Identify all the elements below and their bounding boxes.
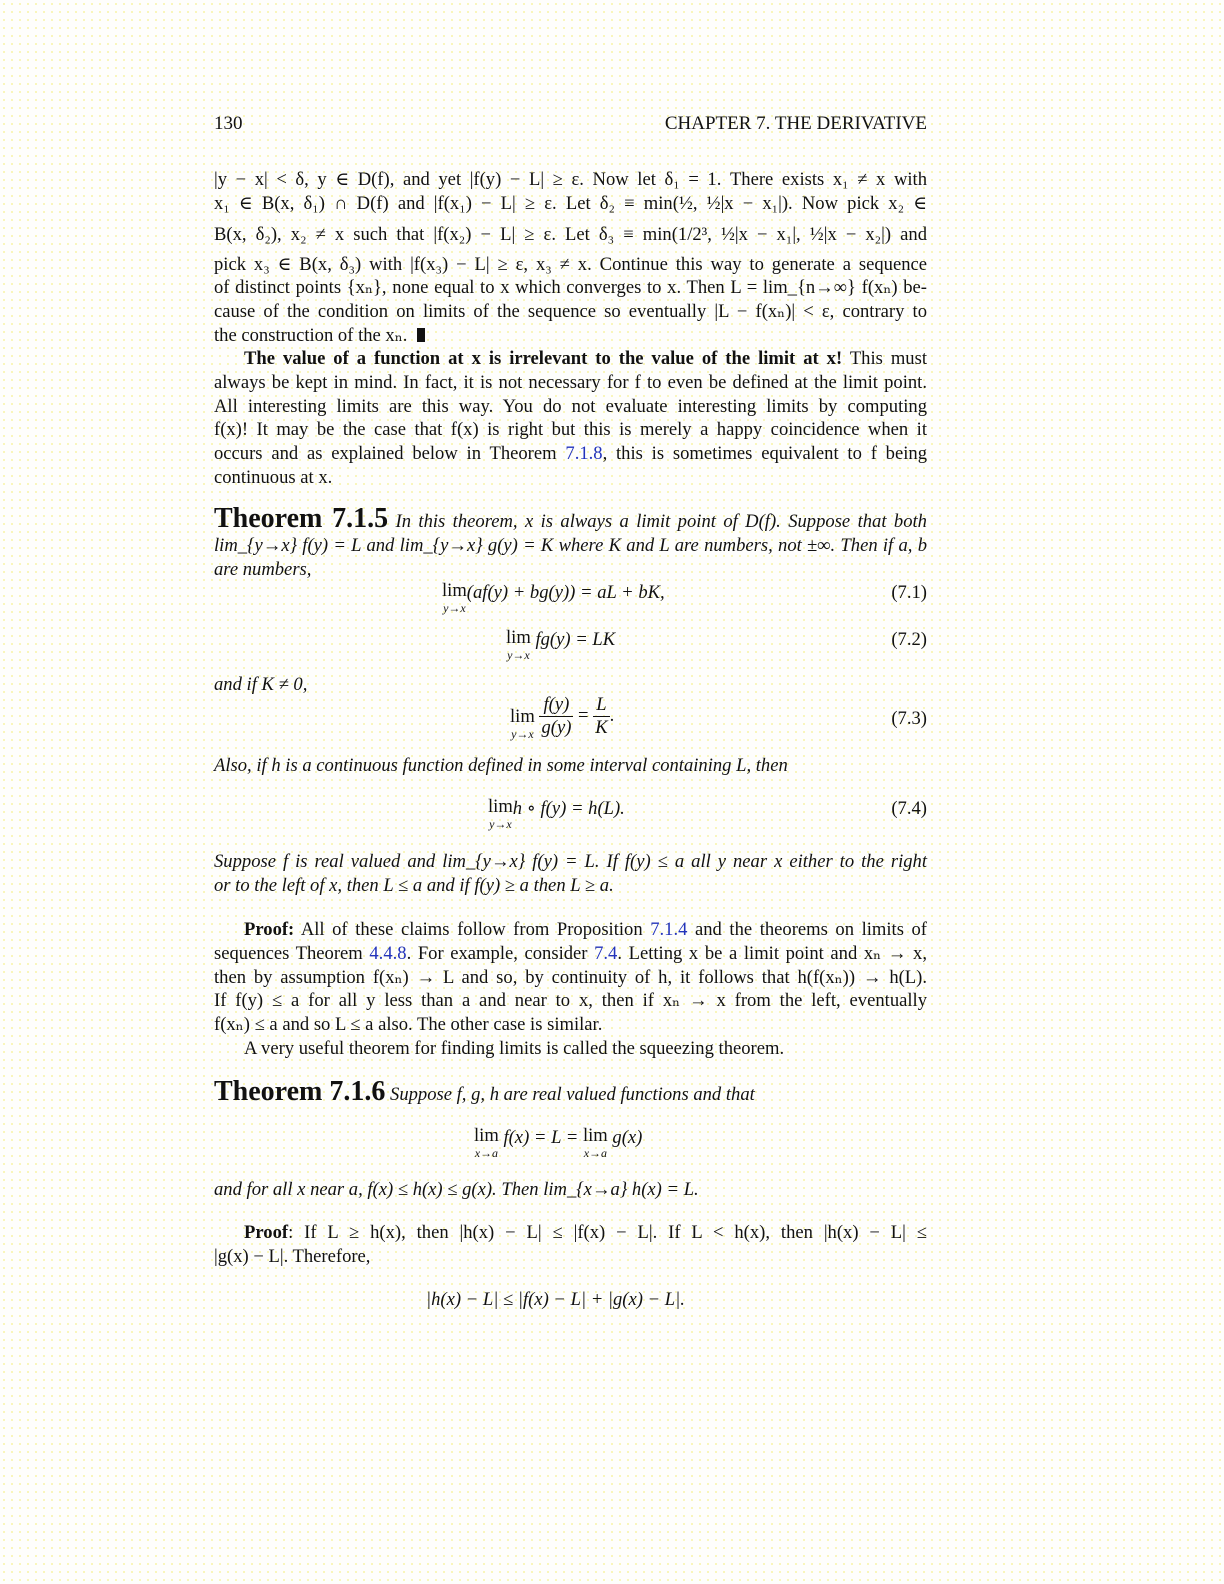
equation-7-3: lim y→x $\frac{f(y)}{g(y)}$ = $\frac{L}{K}$ . (7.3) xyxy=(510,694,927,741)
text-line: then by assumption f(xₙ) → L and so, by continuity of h, it follows that h(f(xₙ)) → h(L). xyxy=(214,966,927,988)
equation-number: (7.1) xyxy=(891,582,927,603)
text-line: Theorem 7.1.6 Suppose f, g, h are real valued functions and that xyxy=(214,1076,755,1107)
theorem-4-4-8-link[interactable]: 4.4.8 xyxy=(369,942,407,964)
text-line: Proof: If L ≥ h(x), then |h(x) − L| ≤ |f(x) − L|. If L < h(x), then |h(x) − L| ≤ xyxy=(244,1222,927,1243)
proposition-7-1-4-link[interactable]: 7.1.4 xyxy=(650,919,688,940)
text-line: f(x)! It may be the case that f(x) is right but this is merely a happy coincidence when it xyxy=(214,419,927,441)
lim-operator: lim y→x xyxy=(510,706,535,741)
text-line: the construction of the xₙ. xyxy=(214,324,927,348)
equation-number: (7.3) xyxy=(891,708,927,729)
lim-operator: lim y→x xyxy=(506,627,531,662)
text-line: |g(x) − L|. Therefore, xyxy=(214,1245,371,1267)
order-statement: Suppose f is real valued and lim_{y→x} f(y) = L. If f(y) ≤ a all y near x either to the right or to the left of x, then L ≤ a and if f(y) ≥ a then L ≥ a. xyxy=(214,851,927,896)
remark-paragraph xyxy=(214,347,927,490)
theorem-7-1-5 xyxy=(214,504,927,582)
text-line: pick x₃ ∈ B(x, δ₃) with |f(x₃) − L| ≥ ε, x₃ ≠ x. Continue this way to generate a sequence xyxy=(214,253,927,275)
remark-bold-lead: The value of a function at x is irrelevant to the value of the limit at x! xyxy=(244,348,843,369)
text-line: occurs and as explained below in Theorem 7.1.8, this is sometimes equivalent to f being xyxy=(214,443,927,465)
lim-operator: lim y→x xyxy=(488,796,513,831)
text-line: f(xₙ) ≤ a and so L ≤ a also. The other case is similar. xyxy=(214,1014,603,1036)
equation-expression: (af(y) + bg(y)) = aL + bK, xyxy=(466,582,665,603)
equation-7-4-link[interactable]: 7.4 xyxy=(594,942,618,964)
theorem-title: Theorem 7.1.5 xyxy=(214,503,389,534)
qed-symbol xyxy=(417,328,425,342)
equation-number: (7.2) xyxy=(891,629,927,650)
fraction: $\frac{L}{K}$ xyxy=(595,694,608,738)
text-line: B(x, δ₂), x₂ ≠ x such that |f(x₂) − L| ≥ ε. Let δ₃ ≡ min(1/2³, ½|x − x₁|, ½|x − x₂|) and xyxy=(214,223,927,245)
text-line: All interesting limits are this way. You do not evaluate interesting limits by computing xyxy=(214,395,927,417)
lim-operator: lim x→a xyxy=(474,1125,499,1160)
text-line: The value of a function at x is irrelevant to the value of the limit at x! This must xyxy=(244,348,928,369)
equation-expression: h ∘ f(y) = h(L). xyxy=(512,798,625,819)
equation-expression: fg(y) = LK xyxy=(535,629,616,650)
theorem-7-1-8-link[interactable]: 7.1.8 xyxy=(565,443,603,465)
text-line: continuous at x. xyxy=(214,466,333,488)
text-line: sequences Theorem 4.4.8. For example, consider 7.4. Letting x be a limit point and xₙ → x, xyxy=(214,942,927,964)
running-header xyxy=(214,113,927,135)
text-line: |y − x| < δ, y ∈ D(f), and yet |f(y) − L| ≥ ε. Now let δ₁ = 1. There exists x₁ ≠ x with xyxy=(214,169,927,190)
proof-7-1-5 xyxy=(214,918,927,1061)
theorem-title: Theorem 7.1.6 xyxy=(214,1076,386,1107)
text-line: cause of the condition on limits of the sequence so eventually |L − f(xₙ)| < ε, contrary to xyxy=(214,301,927,323)
proof-label: Proof xyxy=(244,1222,289,1243)
lim-operator: lim x→a xyxy=(582,1125,608,1160)
text-line: lim_{y→x} f(y) = L and lim_{y→x} g(y) = K where K and L are numbers, not ±∞. Then if a, b xyxy=(214,535,927,556)
condition-text: and if K ≠ 0, xyxy=(214,674,308,695)
text-line: A very useful theorem for finding limits is called the squeezing theorem. xyxy=(244,1037,785,1059)
fraction: $\frac{f(y)}{g(y)}$ xyxy=(541,694,572,738)
text-line: of distinct points {xₙ}, none equal to x which converges to x. Then L = lim_{n→∞} f(xₙ) be- xyxy=(214,277,927,299)
text-line: always be kept in mind. In fact, it is not necessary for f to even be defined at the limit point. xyxy=(214,371,927,393)
equation-number: (7.4) xyxy=(891,798,927,819)
text-line: are numbers, xyxy=(214,558,312,580)
proof-7-1-6 xyxy=(214,1221,927,1269)
page-number: 130 xyxy=(214,113,243,134)
continuity-clause: Also, if h is a continuous function defined in some interval containing L, then xyxy=(214,755,788,776)
theorem-7-1-6 xyxy=(214,1077,927,1107)
text-line: x₁ ∈ B(x, δ₁) ∩ D(f) and |f(x₁) − L| ≥ ε. Let δ₂ ≡ min(½, ½|x − x₁|). Now pick x₂ ∈ xyxy=(214,192,927,214)
proof-label: Proof: xyxy=(244,919,295,940)
text-line: If f(y) ≤ a for all y less than a and near to x, then if xₙ → x from the left, eventually xyxy=(214,990,927,1012)
squeeze-conclusion: and for all x near a, f(x) ≤ h(x) ≤ g(x). Then lim_{x→a} h(x) = L. xyxy=(214,1179,699,1200)
proof-continuation xyxy=(214,168,927,348)
text-line: Proof: All of these claims follow from Proposition 7.1.4 and the theorems on limits of xyxy=(244,919,928,940)
text-line: Theorem 7.1.5 In this theorem, x is always a limit point of D(f). Suppose that both xyxy=(214,503,927,534)
lim-operator: lim y→x xyxy=(442,580,467,615)
chapter-title: CHAPTER 7. THE DERIVATIVE xyxy=(664,113,927,134)
